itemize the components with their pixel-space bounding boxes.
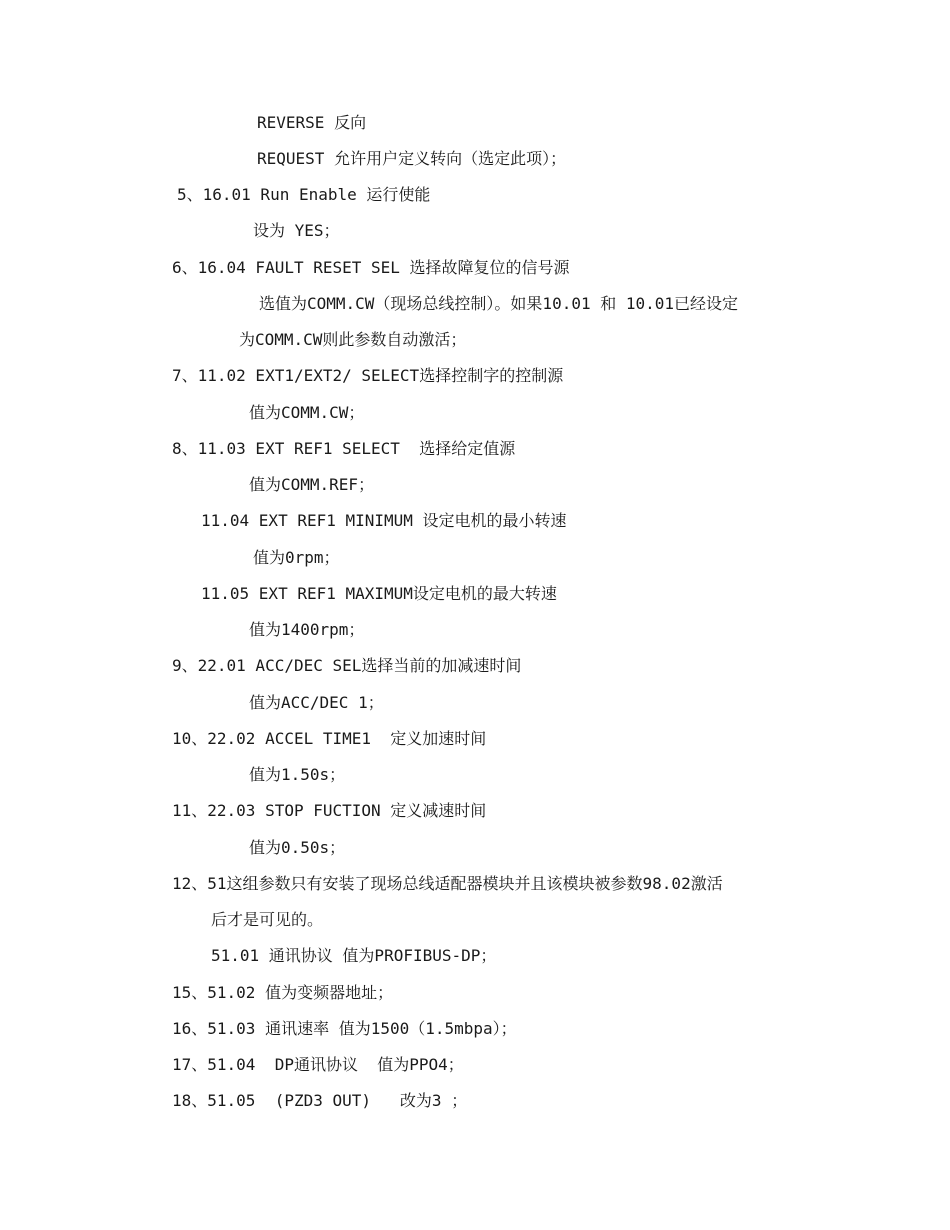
text-line: 选值为COMM.CW（现场总线控制）。如果10.01 和 10.01已经设定 xyxy=(259,294,739,313)
text-line: REVERSE 反向 xyxy=(257,113,367,132)
text-line: 设为 YES； xyxy=(253,221,340,240)
text-line: REQUEST 允许用户定义转向（选定此项）； xyxy=(257,149,567,168)
text-line: 值为0rpm； xyxy=(253,548,340,567)
text-line: 6、16.04 FAULT RESET SEL 选择故障复位的信号源 xyxy=(172,258,570,277)
text-line: 10、22.02 ACCEL TIME1 定义加速时间 xyxy=(172,729,487,748)
text-line: 5、16.01 Run Enable 运行使能 xyxy=(177,185,431,204)
text-line: 值为COMM.REF； xyxy=(249,475,375,494)
text-line: 值为1400rpm； xyxy=(249,620,365,639)
text-line: 15、51.02 值为变频器地址； xyxy=(172,983,394,1002)
text-line: 值为COMM.CW； xyxy=(249,403,365,422)
text-line: 51.01 通讯协议 值为PROFIBUS-DP； xyxy=(211,946,497,965)
text-line: 9、22.01 ACC/DEC SEL选择当前的加减速时间 xyxy=(172,656,522,675)
text-line: 值为0.50s； xyxy=(249,838,346,857)
text-line: 11、22.03 STOP FUCTION 定义减速时间 xyxy=(172,801,487,820)
text-line: 11.04 EXT REF1 MINIMUM 设定电机的最小转速 xyxy=(201,511,567,530)
text-line: 17、51.04 DP通讯协议 值为PPO4； xyxy=(172,1055,464,1074)
text-line: 11.05 EXT REF1 MAXIMUM设定电机的最大转速 xyxy=(201,584,557,603)
text-line: 后才是可见的。 xyxy=(211,910,324,929)
text-line: 16、51.03 通讯速率 值为1500（1.5mbpa）； xyxy=(172,1019,517,1038)
text-line: 7、11.02 EXT1/EXT2/ SELECT选择控制字的控制源 xyxy=(172,366,564,385)
text-line: 值为1.50s； xyxy=(249,765,346,784)
text-line: 8、11.03 EXT REF1 SELECT 选择给定值源 xyxy=(172,439,516,458)
text-line: 为COMM.CW则此参数自动激活； xyxy=(239,330,467,349)
text-line: 18、51.05 (PZD3 OUT) 改为3 ； xyxy=(172,1091,468,1110)
text-line: 12、51这组参数只有安装了现场总线适配器模块并且该模块被参数98.02激活 xyxy=(172,874,723,893)
text-line: 值为ACC/DEC 1； xyxy=(249,693,384,712)
